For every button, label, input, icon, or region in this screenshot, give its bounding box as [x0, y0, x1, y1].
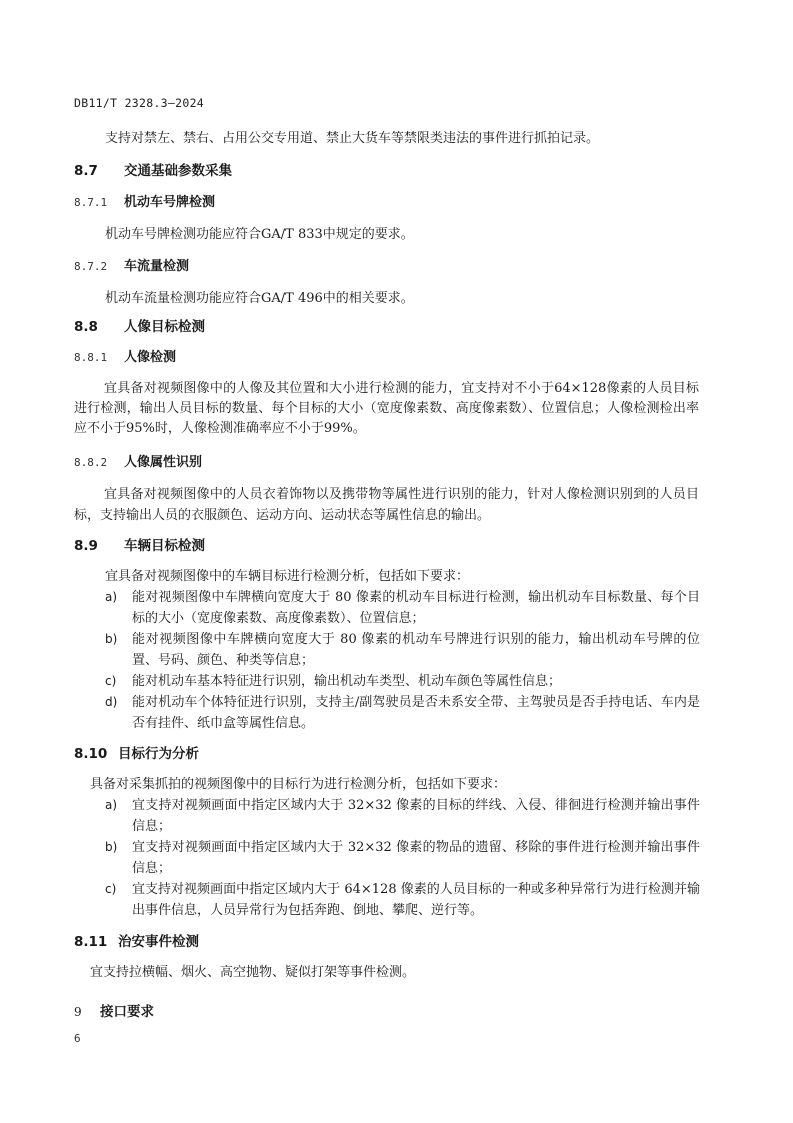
list-item-label: c) — [105, 882, 117, 896]
list-item — [105, 692, 700, 734]
list-item-text: 能对机动车个体特征进行识别，支持主/副驾驶员是否未系安全带、主驾驶员是否手持电话、车内是否有挂件、纸巾盒等属性信息。 — [132, 695, 700, 731]
section-8-10-intro: 具备对采集抓拍的视频图像中的目标行为进行检测分析，包括如下要求： — [90, 777, 507, 792]
top-paragraph: 支持对禁左、禁右、占用公交专用道、禁止大货车等禁限类违法的事件进行抓拍记录。 — [105, 131, 600, 146]
list-item-label: c) — [105, 674, 117, 688]
section-8-8-1-text: 宜具备对视频图像中的人像及其位置和大小进行检测的能力，宜支持对不小于64×128像素的人员目标进行检测，输出人员目标的数量、每个目标的大小（宽度像素数、高度像素数）、位置信息；人像检测检出率应不小于95%时，人像检测准确率应不小于99%。 — [74, 381, 699, 436]
section-number: 8.9 — [74, 538, 98, 554]
section-number: 8.8 — [74, 319, 98, 335]
section-title: 人像目标检测 — [124, 319, 205, 335]
list-item — [105, 629, 700, 671]
section-title: 治安事件检测 — [118, 934, 199, 950]
section-8-8-2-text: 宜具备对视频图像中的人员衣着饰物以及携带物等属性进行识别的能力，针对人像检测识别到的人员目标，支持输出人员的衣服颜色、运动方向、运动状态等属性信息的输出。 — [74, 487, 699, 523]
list-item — [105, 879, 700, 921]
list-item — [105, 837, 700, 879]
list-item-text: 宜支持对视频画面中指定区域内大于 32×32 像素的物品的遗留、移除的事件进行检测并输出事件信息； — [132, 840, 700, 876]
section-number: 9 — [74, 1005, 82, 1019]
list-item-text: 能对机动车基本特征进行识别，输出机动车类型、机动车颜色等属性信息； — [132, 674, 562, 689]
section-title: 人像属性识别 — [124, 455, 203, 470]
section-title: 接口要求 — [100, 1004, 154, 1020]
section-8-8-2-heading — [74, 454, 202, 472]
section-title: 车辆目标检测 — [124, 538, 205, 554]
list-item-label: b) — [105, 840, 118, 854]
list-item-text: 宜支持对视频画面中指定区域内大于 64×128 像素的人员目标的一种或多种异常行为进行检测并输出事件信息，人员异常行为包括奔跑、倒地、攀爬、逆行等。 — [132, 882, 700, 918]
section-title: 人像检测 — [124, 350, 177, 365]
section-title: 目标行为分析 — [118, 746, 199, 762]
list-item-label: b) — [105, 632, 118, 646]
section-number: 8.11 — [74, 934, 108, 950]
section-number: 8.8.2 — [74, 456, 108, 469]
section-title: 交通基础参数采集 — [124, 163, 232, 179]
list-item — [105, 587, 700, 629]
section-title: 车流量检测 — [124, 259, 190, 274]
page-number: 6 — [74, 1032, 81, 1045]
section-8-8-heading — [74, 318, 205, 336]
list-item-text: 宜支持对视频画面中指定区域内大于 32×32 像素的目标的绊线、入侵、徘徊进行检测并输出事件信息； — [132, 798, 700, 834]
section-number: 8.7.1 — [74, 196, 108, 209]
document-code: DB11/T 2328.3—2024 — [74, 96, 205, 110]
list-item-text: 能对视频图像中车牌横向宽度大于 80 像素的机动车目标进行检测，输出机动车目标数量、每个目标的大小（宽度像素数、高度像素数）、位置信息； — [132, 590, 700, 626]
section-8-7-2-text: 机动车流量检测功能应符合GA/T 496中的相关要求。 — [105, 291, 414, 306]
section-title: 机动车号牌检测 — [124, 195, 216, 210]
section-8-11-text: 宜支持拉横幅、烟火、高空抛物、疑似打架等事件检测。 — [90, 965, 416, 980]
section-8-10-heading — [74, 745, 199, 763]
section-8-11-heading — [74, 933, 199, 951]
section-8-7-1-text: 机动车号牌检测功能应符合GA/T 833中规定的要求。 — [105, 227, 414, 242]
list-item-text: 能对视频图像中车牌横向宽度大于 80 像素的机动车号牌进行识别的能力，输出机动车号牌的位置、号码、颜色、种类等信息； — [132, 632, 700, 668]
section-8-9-heading — [74, 537, 205, 555]
section-8-7-heading — [74, 162, 232, 180]
section-8-8-1-heading — [74, 349, 176, 367]
section-number: 8.8.1 — [74, 351, 108, 364]
section-8-7-2-heading — [74, 258, 189, 276]
list-item-label: d) — [105, 695, 118, 709]
section-number: 8.10 — [74, 746, 108, 762]
list-item — [105, 671, 700, 692]
section-9-heading — [74, 1003, 154, 1021]
list-item-label: a) — [105, 590, 118, 604]
section-number: 8.7 — [74, 163, 98, 179]
list-item-label: a) — [105, 798, 118, 812]
list-item — [105, 795, 700, 837]
section-8-7-1-heading — [74, 194, 215, 212]
section-number: 8.7.2 — [74, 260, 108, 273]
section-8-9-intro: 宜具备对视频图像中的车辆目标进行检测分析，包括如下要求： — [105, 569, 470, 584]
